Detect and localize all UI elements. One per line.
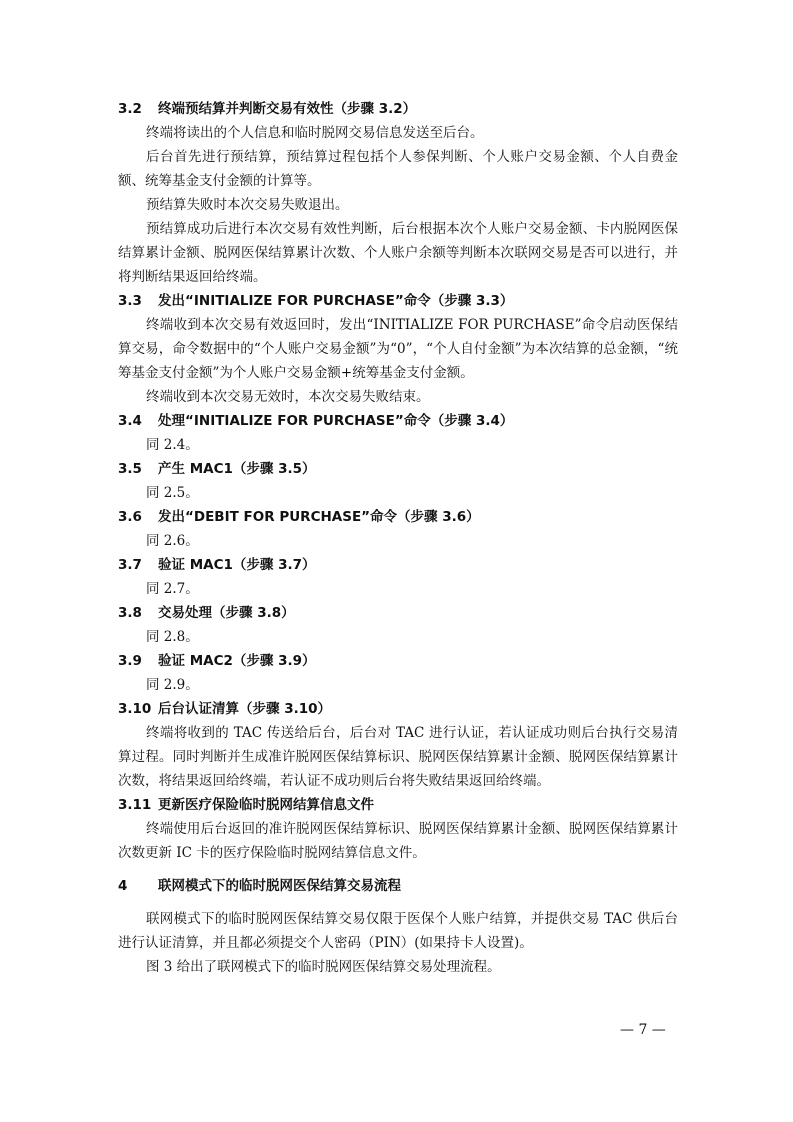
section-title: 发出“DEBIT FOR PURCHASE”命令（步骤 3.6） bbox=[158, 509, 480, 525]
section-number: 3.11 bbox=[118, 797, 152, 813]
paragraph: 预结算成功后进行本次交易有效性判断，后台根据本次个人账户交易金额、卡内脱网医保结算累计金额、脱网医保结算累计次数、个人账户余额等判断本次联网交易是否可以进行，并将判断结果返回给终端。 bbox=[118, 221, 678, 285]
page-number: — 7 — bbox=[620, 1022, 666, 1038]
section-number: 3.7 bbox=[118, 557, 142, 573]
section-heading-3-2 bbox=[118, 97, 678, 121]
section-heading-3-10 bbox=[118, 697, 678, 721]
paragraph: 同 2.6。 bbox=[146, 533, 199, 549]
paragraph: 同 2.7。 bbox=[146, 581, 199, 597]
section-title: 验证 MAC1（步骤 3.7） bbox=[158, 557, 316, 573]
paragraph: 同 2.5。 bbox=[146, 485, 199, 501]
section-number: 3.4 bbox=[118, 413, 142, 429]
section-heading-3-7 bbox=[118, 553, 678, 577]
paragraph: 终端收到本次交易有效返回时，发出“INITIALIZE FOR PURCHASE”命令启动医保结算交易，命令数据中的“个人账户交易金额”为“0”，“个人自付金额”为本次结算的总金额，“统筹基金支付金额”为个人账户交易金额+统筹基金支付金额。 bbox=[118, 317, 678, 381]
chapter-heading-4 bbox=[118, 874, 678, 898]
section-title: 验证 MAC2（步骤 3.9） bbox=[158, 653, 316, 669]
page-content bbox=[118, 97, 678, 979]
paragraph: 同 2.9。 bbox=[146, 677, 199, 693]
section-number: 3.8 bbox=[118, 605, 142, 621]
paragraph: 预结算失败时本次交易失败退出。 bbox=[146, 197, 349, 213]
section-heading-3-6 bbox=[118, 505, 678, 529]
section-title: 联网模式下的临时脱网医保结算交易流程 bbox=[158, 878, 401, 894]
section-heading-3-11 bbox=[118, 793, 678, 817]
section-title: 后台认证清算（步骤 3.10） bbox=[158, 701, 332, 717]
section-number: 3.2 bbox=[118, 101, 142, 117]
section-heading-3-5 bbox=[118, 457, 678, 481]
paragraph: 后台首先进行预结算，预结算过程包括个人参保判断、个人账户交易金额、个人自费金额、统筹基金支付金额的计算等。 bbox=[118, 149, 678, 189]
section-heading-3-9 bbox=[118, 649, 678, 673]
paragraph: 同 2.8。 bbox=[146, 629, 199, 645]
paragraph: 联网模式下的临时脱网医保结算交易仅限于医保个人账户结算，并提供交易 TAC 供后台进行认证清算，并且都必须提交个人密码（PIN）(如果持卡人设置)。 bbox=[118, 911, 678, 951]
section-title: 终端预结算并判断交易有效性（步骤 3.2） bbox=[158, 101, 417, 117]
section-number: 3.10 bbox=[118, 701, 152, 717]
section-title: 产生 MAC1（步骤 3.5） bbox=[158, 461, 316, 477]
section-number: 3.6 bbox=[118, 509, 142, 525]
paragraph: 图 3 给出了联网模式下的临时脱网医保结算交易处理流程。 bbox=[146, 959, 501, 975]
section-number: 4 bbox=[118, 878, 128, 894]
section-number: 3.5 bbox=[118, 461, 142, 477]
section-heading-3-8 bbox=[118, 601, 678, 625]
section-heading-3-4 bbox=[118, 409, 678, 433]
paragraph: 终端将收到的 TAC 传送给后台，后台对 TAC 进行认证，若认证成功则后台执行交易清算过程。同时判断并生成准许脱网医保结算标识、脱网医保结算累计金额、脱网医保结算累计次数，将结果返回给终端，若认证不成功则后台将失败结果返回给终端。 bbox=[118, 725, 678, 789]
section-number: 3.3 bbox=[118, 293, 142, 309]
section-title: 发出“INITIALIZE FOR PURCHASE”命令（步骤 3.3） bbox=[158, 293, 514, 309]
paragraph: 同 2.4。 bbox=[146, 437, 199, 453]
section-heading-3-3 bbox=[118, 289, 678, 313]
section-title: 处理“INITIALIZE FOR PURCHASE”命令（步骤 3.4） bbox=[158, 413, 514, 429]
section-title: 更新医疗保险临时脱网结算信息文件 bbox=[158, 797, 374, 813]
section-number: 3.9 bbox=[118, 653, 142, 669]
paragraph: 终端收到本次交易无效时，本次交易失败结束。 bbox=[146, 389, 430, 405]
paragraph: 终端使用后台返回的准许脱网医保结算标识、脱网医保结算累计金额、脱网医保结算累计次数更新 IC 卡的医疗保险临时脱网结算信息文件。 bbox=[118, 821, 678, 861]
section-title: 交易处理（步骤 3.8） bbox=[158, 605, 295, 621]
paragraph: 终端将读出的个人信息和临时脱网交易信息发送至后台。 bbox=[146, 125, 484, 141]
